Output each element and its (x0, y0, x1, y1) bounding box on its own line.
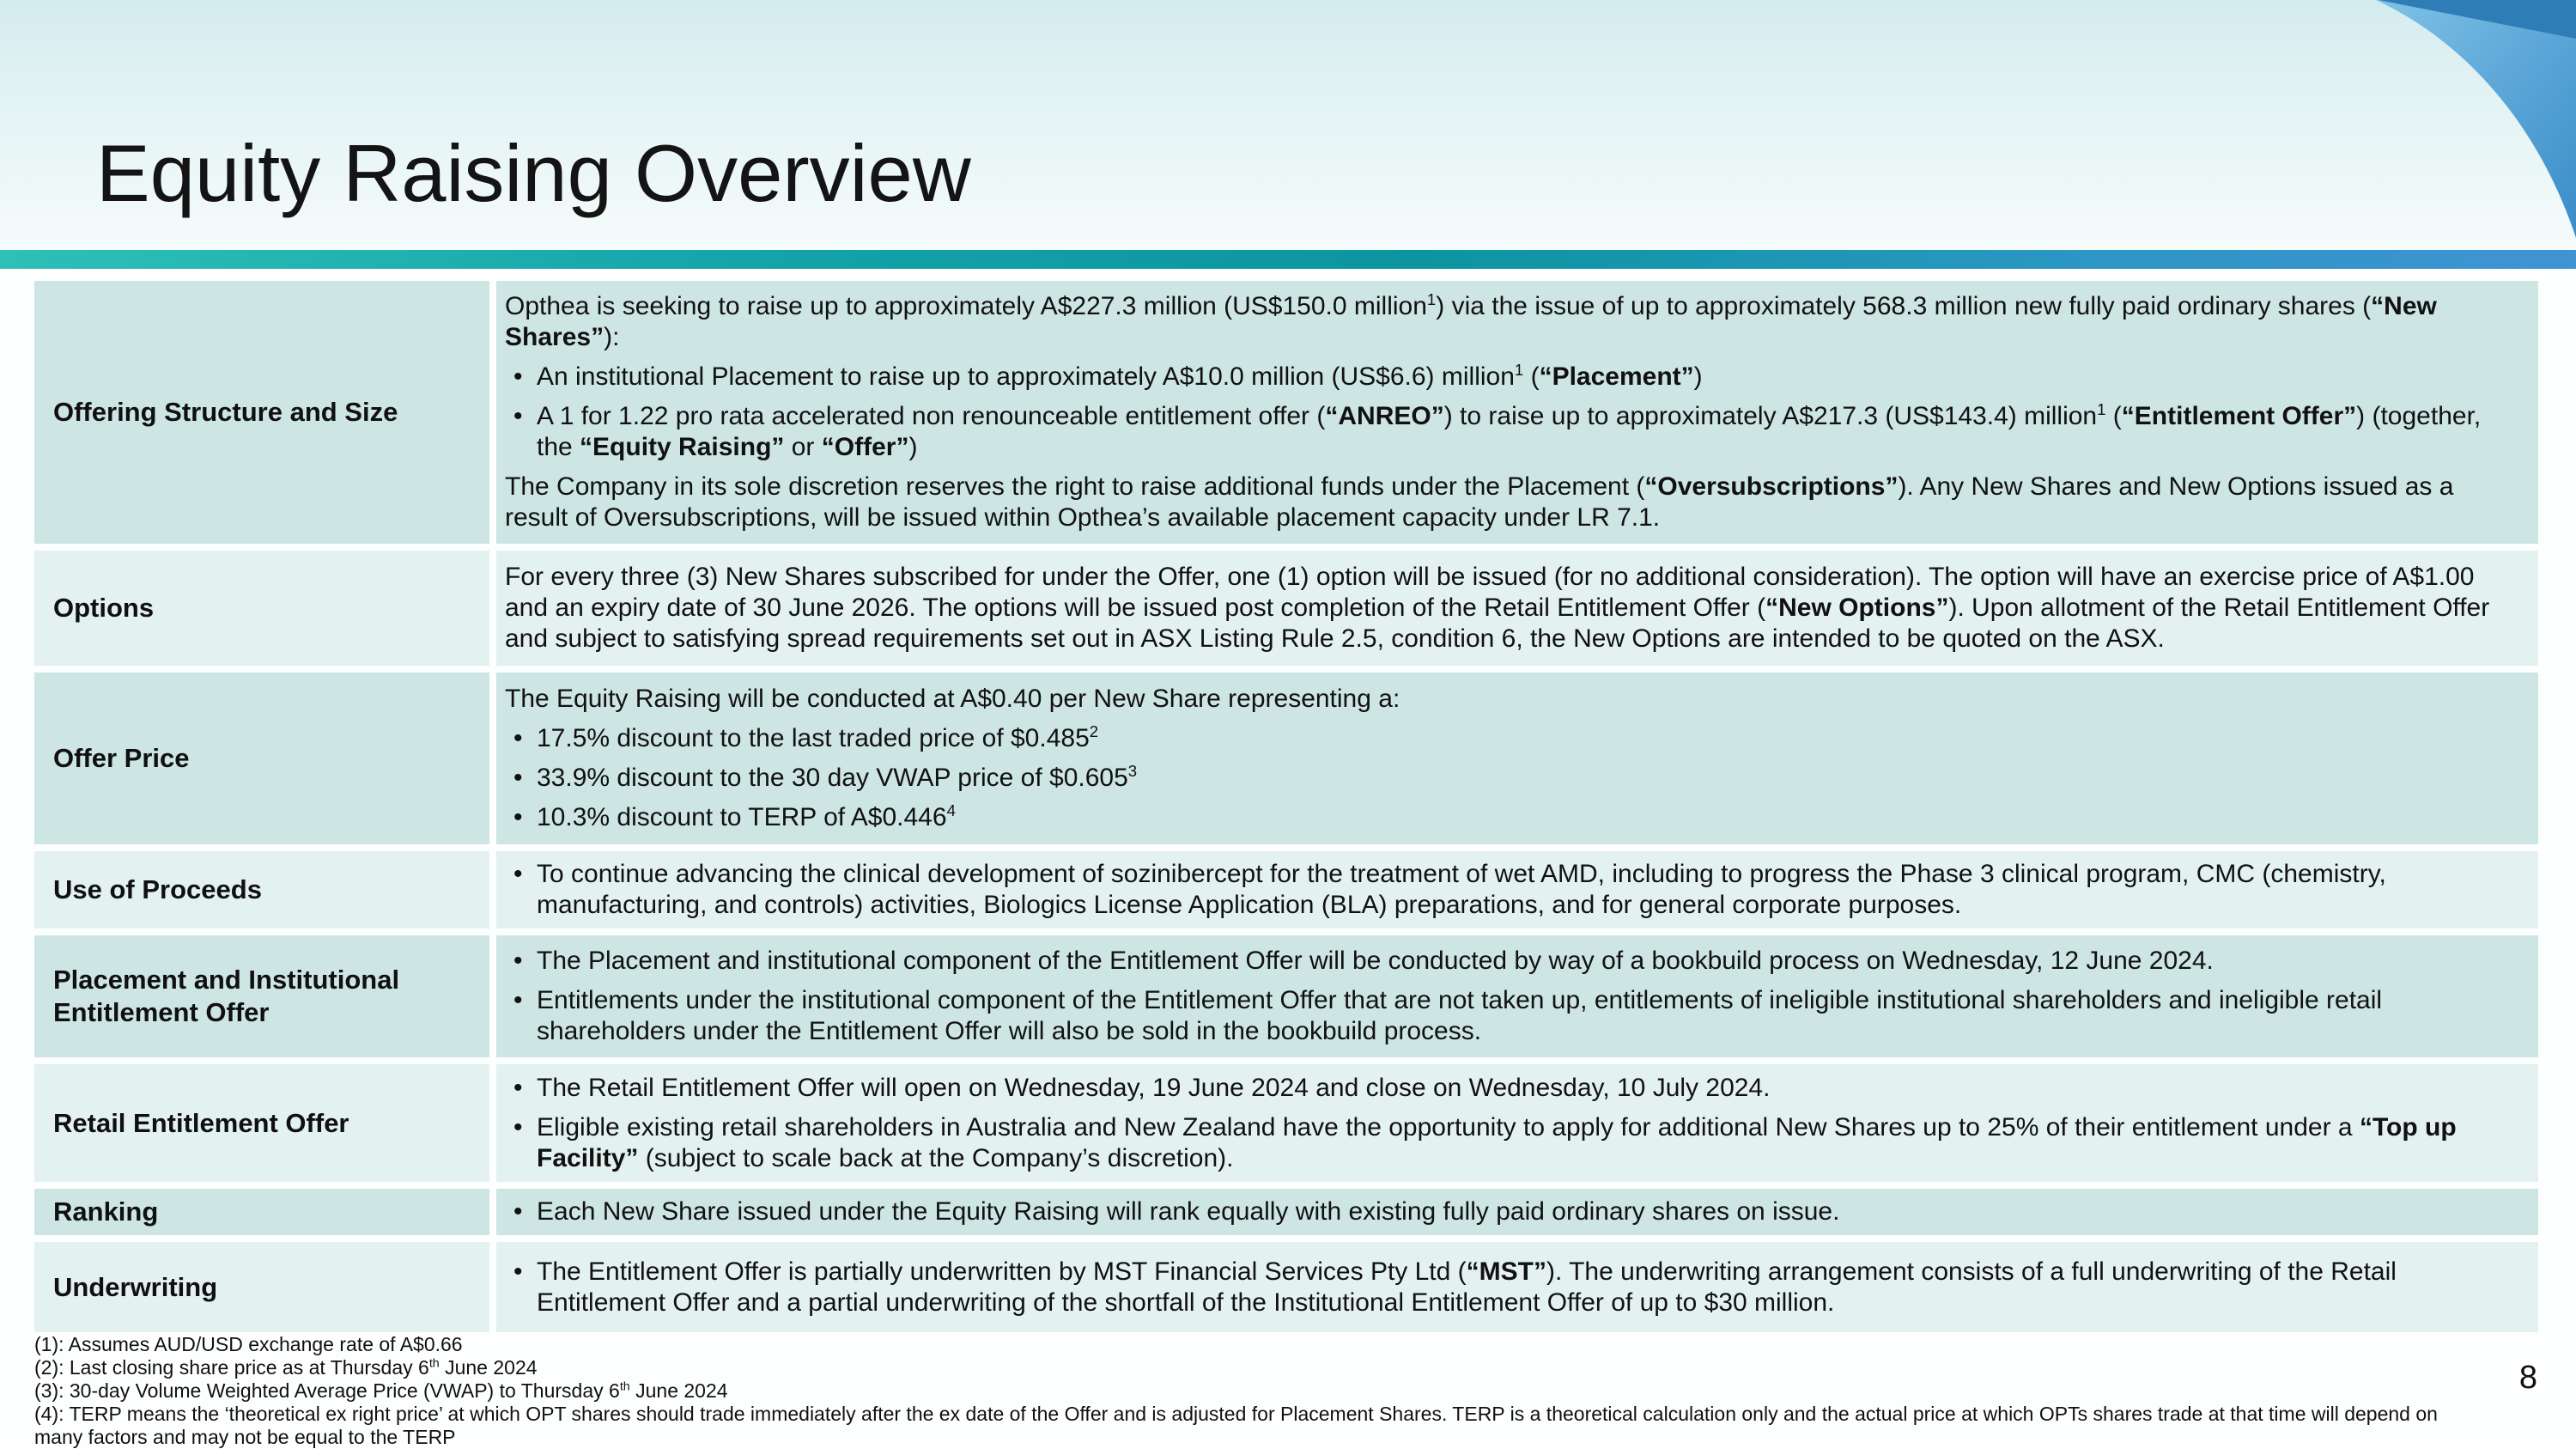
content-paragraph (505, 291, 2500, 353)
bullet-icon: • (513, 1197, 523, 1226)
content-bullet (505, 859, 2500, 921)
bullet-text (537, 985, 2500, 1047)
content-paragraph (505, 684, 2500, 715)
text-segment: “Placement” (1539, 362, 1694, 391)
row-content (496, 1189, 2538, 1235)
text-segment: Opthea is seeking to raise up to approximately A$227.3 million (US$150.0 million (505, 292, 1427, 320)
row-label (34, 1242, 489, 1332)
text-segment: ) (1693, 362, 1703, 391)
text-segment: “New Options” (1765, 594, 1949, 622)
text-segment: To continue advancing the clinical development of sozinibercept for the treatment of wet AMD, including to progress the Phase 3 clinical program, CMC (chemistry, manufacturing, and controls) activities, Biologics License Application (BLA) preparations, and for general corporate purposes. (537, 860, 2386, 919)
bullet-icon: • (513, 402, 523, 430)
superscript: 1 (2097, 400, 2106, 418)
content-bullet (505, 946, 2500, 977)
superscript: 1 (1514, 361, 1524, 379)
content-bullet (505, 1073, 2500, 1104)
table-row (34, 851, 2538, 928)
page-number: 8 (2518, 1360, 2537, 1396)
table-row (34, 1242, 2538, 1332)
row-content (496, 673, 2538, 844)
text-segment: “Oversubscriptions” (1644, 472, 1899, 501)
table-row (34, 281, 2538, 544)
superscript: 1 (1426, 290, 1437, 308)
text-segment: “Top up Facility” (537, 1112, 2457, 1172)
row-label (34, 673, 489, 844)
footnote-line (34, 1379, 2473, 1403)
text-segment: An institutional Placement to raise up to approximately A$10.0 million (US$6.6) million (537, 362, 1515, 391)
row-label-text: Underwriting (53, 1271, 218, 1302)
row-content (496, 551, 2538, 666)
row-label (34, 1189, 489, 1235)
text-segment: “ANREO” (1325, 402, 1444, 430)
text-segment: ( (1523, 362, 1540, 391)
content-bullet (505, 1257, 2500, 1318)
text-segment: (subject to scale back at the Company’s discretion). (638, 1143, 1234, 1172)
bullet-icon: • (513, 764, 523, 792)
text-segment: (2): Last closing share price as at Thursday 6 (34, 1356, 429, 1379)
text-segment: June 2024 (629, 1379, 728, 1402)
row-label-text: Ranking (53, 1196, 159, 1227)
text-segment: 17.5% discount to the last traded price of $0.485 (537, 724, 1090, 752)
row-label (34, 281, 489, 544)
row-label-text: Offering Structure and Size (53, 397, 398, 427)
text-segment: The Company in its sole discretion reserves the right to raise additional funds under the Placement ( (505, 472, 1645, 501)
bullet-icon: • (513, 803, 523, 831)
table-row (34, 1064, 2538, 1182)
footnote-line (34, 1356, 2473, 1379)
text-segment: ) (908, 433, 918, 461)
row-label-text: Retail Entitlement Offer (53, 1107, 349, 1138)
row-content (496, 1242, 2538, 1332)
text-segment: For every three (3) New Shares subscribed for under the Offer, one (1) option will be issued (for no additional consideration). The option will have an exercise price of A$1.00 and an expiry date of 30 June 2026. The options will be issued post completion of the Retail Entitlement Offer ( (505, 563, 2475, 622)
superscript: 4 (946, 801, 956, 819)
text-segment: ): (604, 323, 620, 351)
text-segment: or (784, 433, 822, 461)
row-content (496, 935, 2538, 1057)
text-segment: ) via the issue of up to approximately 568.3 million new fully paid ordinary shares ( (1436, 292, 2372, 320)
text-segment: ). Upon allotment of the Retail Entitlement Offer and subject to satisfying spread requirements set out in ASX Listing Rule 2.5, condition 6, the New Options are intended to be quoted on the ASX. (505, 594, 2490, 653)
superscript: th (619, 1379, 630, 1394)
row-label-text: Use of Proceeds (53, 874, 262, 904)
bullet-text (537, 362, 2500, 393)
content-bullet (505, 1112, 2500, 1174)
table-row (34, 935, 2538, 1057)
text-segment: “MST” (1466, 1257, 1546, 1286)
footnote-line (34, 1403, 2473, 1449)
text-segment: ( (2105, 402, 2122, 430)
text-segment: “Offer” (821, 433, 909, 461)
text-segment: “Entitlement Offer” (2121, 402, 2357, 430)
bullet-text (537, 802, 2500, 833)
row-content (496, 281, 2538, 544)
text-segment: ). Any New Shares and New Options issued as a result of Oversubscriptions, will be issued within Opthea’s available placement capacity under LR 7.1. (505, 472, 2454, 532)
bullet-text (537, 723, 2500, 754)
row-label (34, 551, 489, 666)
text-segment: The Equity Raising will be conducted at A$0.40 per New Share representing a: (505, 685, 1400, 713)
text-segment: “Equity Raising” (580, 433, 785, 461)
content-bullet (505, 1196, 2500, 1227)
bullet-icon: • (513, 860, 523, 888)
text-segment: ) to raise up to approximately A$217.3 (US$143.4) million (1443, 402, 2098, 430)
row-label (34, 851, 489, 928)
bullet-icon: • (513, 362, 523, 391)
text-segment: (1): Assumes AUD/USD exchange rate of A$0.66 (34, 1333, 463, 1355)
bullet-text (537, 1196, 2500, 1227)
text-segment: June 2024 (439, 1356, 538, 1379)
text-segment: 10.3% discount to TERP of A$0.446 (537, 803, 947, 831)
content-paragraph (505, 472, 2500, 533)
footnotes (34, 1333, 2473, 1449)
row-content (496, 1064, 2538, 1182)
bullet-text (537, 763, 2500, 794)
text-segment: ). The underwriting arrangement consists of a full underwriting of the Retail Entitlement Offer and a partial underwriting of the shortfall of the Institutional Entitlement Offer of up to $30 million. (537, 1257, 2397, 1317)
bullet-icon: • (513, 947, 523, 975)
row-label-text: Options (53, 593, 155, 623)
text-segment: Each New Share issued under the Equity Raising will rank equally with existing fully paid ordinary shares on issue. (537, 1197, 1840, 1226)
table-row (34, 673, 2538, 844)
superscript: 3 (1127, 762, 1138, 780)
table-row (34, 1189, 2538, 1235)
row-label (34, 935, 489, 1057)
bullet-text (537, 1112, 2500, 1174)
bullet-text (537, 1073, 2500, 1104)
text-segment: The Placement and institutional component of the Entitlement Offer will be conducted by way of a bookbuild process on Wednesday, 12 June 2024. (537, 947, 2214, 975)
corner-accent (2129, 0, 2576, 258)
bullet-icon: • (513, 1073, 523, 1102)
text-segment: “New Shares” (505, 292, 2437, 351)
page-title: Equity Raising Overview (96, 128, 971, 218)
text-segment: A 1 for 1.22 pro rata accelerated non renounceable entitlement offer ( (537, 402, 1326, 430)
text-segment: The Entitlement Offer is partially underwritten by MST Financial Services Pty Ltd ( (537, 1257, 1467, 1286)
row-content (496, 851, 2538, 928)
row-label-text: Placement and Institutional Entitlement Offer (53, 965, 400, 1027)
text-segment: ) (together, the (537, 402, 2482, 461)
bullet-text (537, 401, 2500, 463)
text-segment: (3): 30-day Volume Weighted Average Price (VWAP) to Thursday 6 (34, 1379, 620, 1402)
bullet-icon: • (513, 724, 523, 752)
content-paragraph (505, 562, 2500, 654)
content-bullet (505, 362, 2500, 393)
offer-table (34, 281, 2538, 1332)
text-segment: The Retail Entitlement Offer will open on Wednesday, 19 June 2024 and close on Wednesday, 10 July 2024. (537, 1073, 1771, 1102)
text-segment: Entitlements under the institutional component of the Entitlement Offer that are not taken up, entitlements of ineligible institutional shareholders and ineligible retail shareholders under the Entitlement Offer will also be sold in the bookbuild process. (537, 986, 2383, 1045)
table-row (34, 551, 2538, 666)
content-bullet (505, 985, 2500, 1047)
row-label (34, 1064, 489, 1182)
bullet-icon: • (513, 1112, 523, 1142)
bullet-icon: • (513, 986, 523, 1014)
footnote-line (34, 1333, 2473, 1356)
text-segment: Eligible existing retail shareholders in Australia and New Zealand have the opportunity to apply for additional New Shares up to 25% of their entitlement under a (537, 1112, 2360, 1142)
superscript: th (428, 1356, 440, 1371)
content-bullet (505, 723, 2500, 754)
bullet-text (537, 1257, 2500, 1318)
text-segment: (4): TERP means the ‘theoretical ex right price’ at which OPT shares should trade immediately after the ex date of the Offer and is adjusted for Placement Shares. TERP is a theoretical calculation only and the actual price at which OPTs shares trade at that time will depend on many factors and may not be equal to the TERP (34, 1403, 2438, 1448)
content-bullet (505, 763, 2500, 794)
bullet-text (537, 859, 2500, 921)
content-bullet (505, 802, 2500, 833)
bullet-text (537, 946, 2500, 977)
content-bullet (505, 401, 2500, 463)
row-label-text: Offer Price (53, 743, 190, 773)
bullet-icon: • (513, 1257, 523, 1286)
superscript: 2 (1089, 722, 1099, 740)
text-segment: 33.9% discount to the 30 day VWAP price of $0.605 (537, 764, 1128, 792)
accent-band (0, 250, 2576, 269)
